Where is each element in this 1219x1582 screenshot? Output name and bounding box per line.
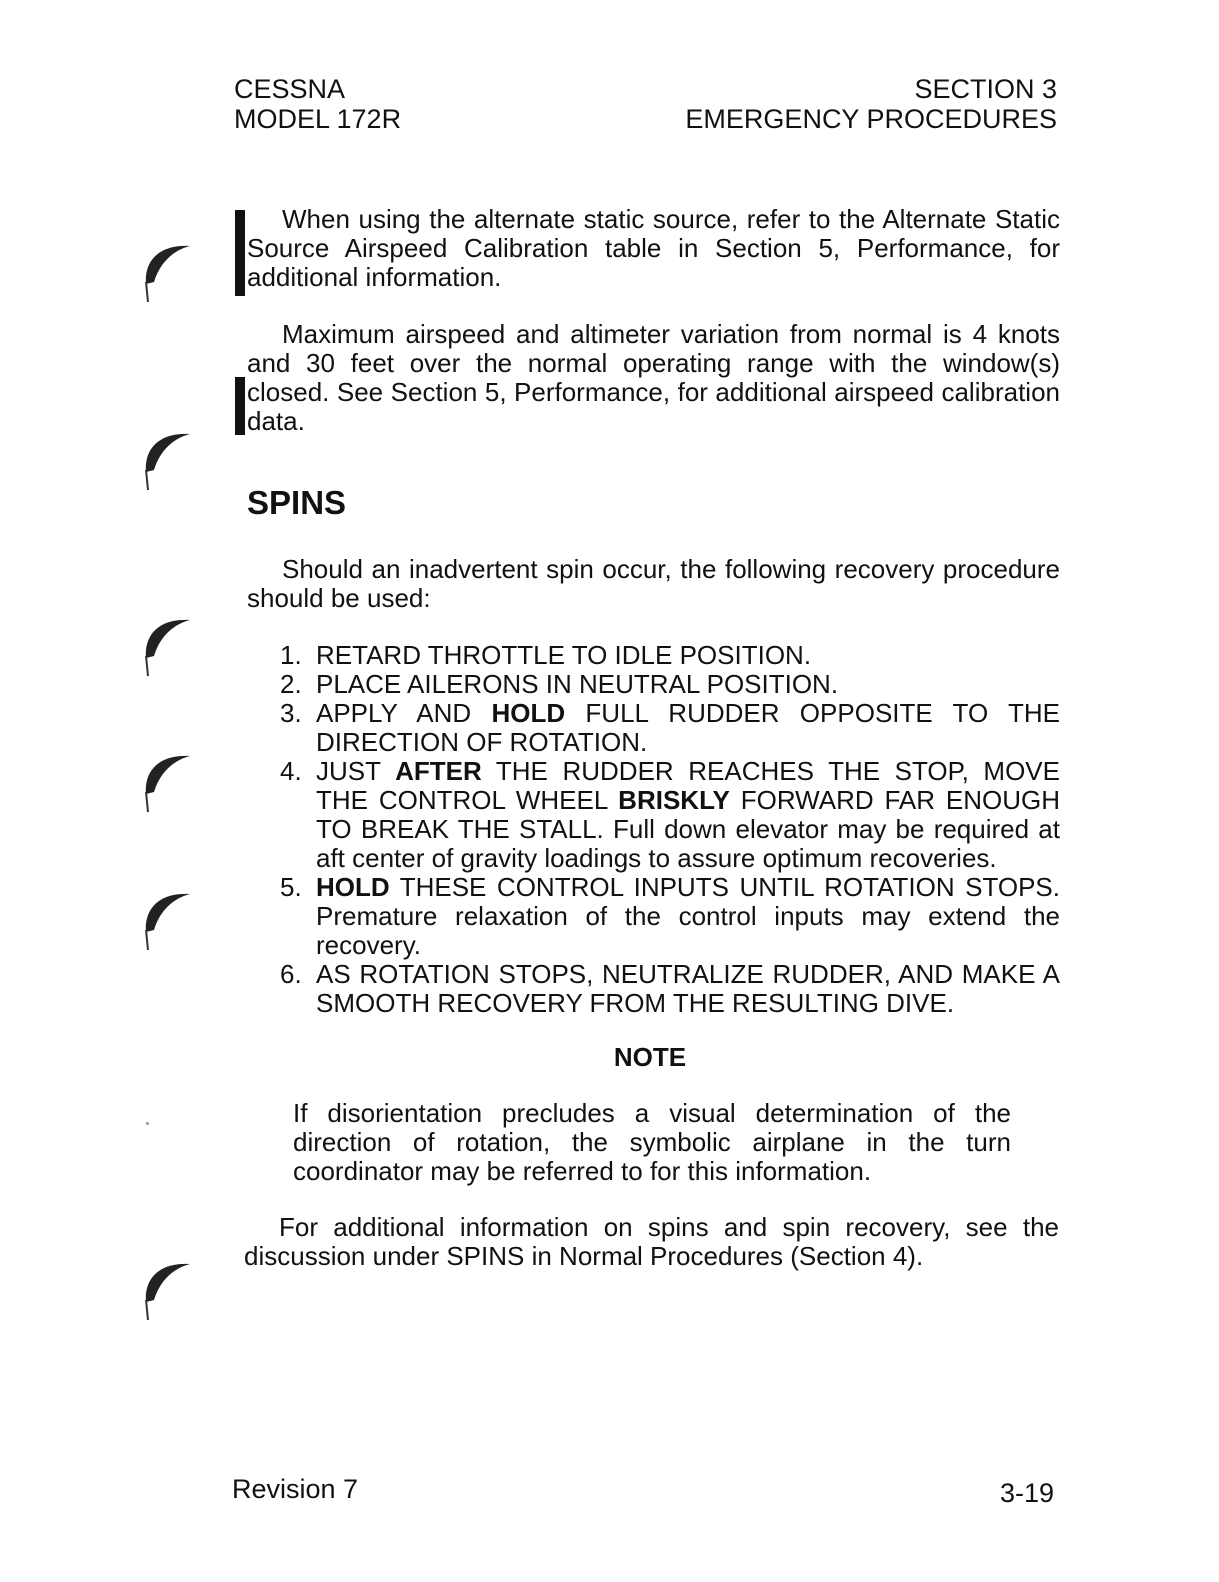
section-heading: SPINS (247, 484, 347, 521)
header-section-title: EMERGENCY PROCEDURES (685, 104, 1057, 134)
step-text: FULL RUDDER OPPOSITE TO THE DIRECTION OF ROTATION. (316, 698, 1060, 757)
step-number: 4. (280, 756, 302, 786)
step-number: 5. (280, 872, 302, 902)
paragraph-alternate-static: When using the alternate static source, refer to the Alternate Static Source Airspeed Calibration table in Section 5, Performance, for additional information. (247, 204, 1060, 292)
binder-hole-icon (138, 232, 200, 312)
step-text: THE RUDDER REACHES THE STOP, MOVE THE CONTROL WHEEL (316, 756, 1060, 815)
revision-bar (235, 210, 245, 296)
step-emphasis: HOLD (491, 698, 566, 728)
step-text: THESE CONTROL INPUTS UNTIL ROTATION STOPS. Premature relaxation of the control inputs may extend the recovery. (316, 872, 1060, 960)
header-section: SECTION 3 (914, 74, 1057, 104)
step-text: RETARD THROTTLE TO IDLE POSITION. (316, 640, 812, 670)
binder-hole-icon (138, 742, 200, 822)
note-title: NOTE (613, 1042, 687, 1072)
spins-intro: Should an inadvertent spin occur, the following recovery procedure should be used: (247, 554, 1060, 613)
step-emphasis: AFTER (395, 756, 482, 786)
step-number: 3. (280, 698, 302, 728)
step-text: PLACE AILERONS IN NEUTRAL POSITION. (316, 669, 839, 699)
paragraph-airspeed-variation: Maximum airspeed and altimeter variation from normal is 4 knots and 30 feet over the normal operating range with the window(s) closed. See Section 5, Performance, for additional airspeed calibration data. (247, 319, 1060, 436)
header-model: MODEL 172R (234, 104, 402, 134)
step-text: FORWARD FAR ENOUGH TO BREAK THE STALL. Full down elevator may be required at aft center of gravity loadings to assure optimum recoveries. (316, 785, 1060, 873)
note-body: If disorientation precludes a visual determination of the direction of rotation, the symbolic airplane in the turn coordinator may be referred to for this information. (293, 1098, 1011, 1186)
binder-hole-icon (138, 1250, 200, 1330)
binder-hole-icon (138, 606, 200, 686)
step-text: APPLY AND (316, 698, 492, 728)
speck (146, 1122, 149, 1125)
recovery-steps (280, 641, 1060, 1018)
recovery-step (280, 641, 1060, 670)
footer-page-number: 3-19 (999, 1478, 1054, 1508)
recovery-step (280, 873, 1060, 960)
step-number: 1. (280, 640, 302, 670)
footer-revision: Revision 7 (232, 1474, 359, 1504)
header-manufacturer: CESSNA (234, 74, 346, 104)
recovery-step (280, 960, 1060, 1018)
closing-paragraph: For additional information on spins and spin recovery, see the discussion under SPINS in Normal Procedures (Section 4). (244, 1212, 1059, 1271)
step-text: JUST (316, 756, 396, 786)
recovery-step (280, 699, 1060, 757)
step-emphasis: BRISKLY (618, 785, 730, 815)
header-right (685, 74, 1057, 134)
header-left (234, 74, 401, 134)
step-number: 6. (280, 959, 302, 989)
step-text: AS ROTATION STOPS, NEUTRALIZE RUDDER, AND MAKE A SMOOTH RECOVERY FROM THE RESULTING DIVE. (316, 959, 1060, 1018)
recovery-step (280, 757, 1060, 873)
step-emphasis: HOLD (316, 872, 390, 902)
revision-bar (235, 377, 245, 435)
binder-hole-icon (138, 880, 200, 960)
step-number: 2. (280, 669, 302, 699)
binder-hole-icon (138, 420, 200, 500)
recovery-step (280, 670, 1060, 699)
